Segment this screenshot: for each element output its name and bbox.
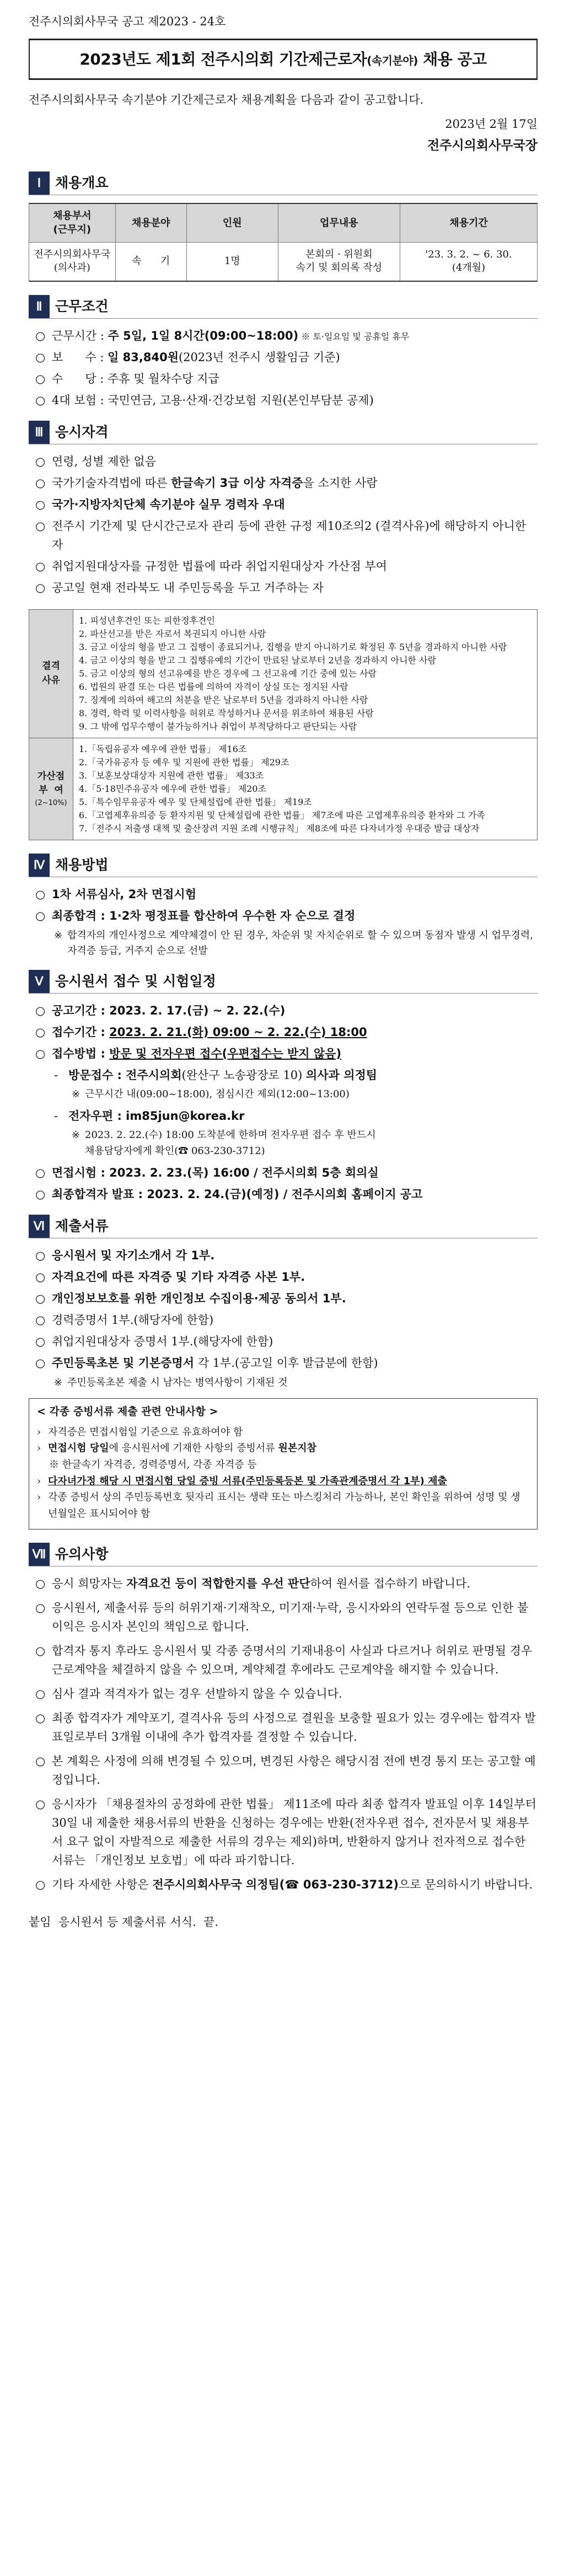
list-item: 8. 경력, 학력 및 이력사항을 허위로 작성하거나 문서를 위조하여 채용된 사람	[79, 707, 374, 718]
item-label: 4대 보험 :	[52, 393, 108, 407]
list-item: 5.「특수임무유공자 예우 및 단체설립에 관한 법률」 제19조	[79, 796, 312, 807]
list-item: 5. 금고 이상의 형의 선고유예를 받은 경우에 그 선고유예 기간 중에 있는 사람	[79, 668, 377, 679]
note: ※ 2023. 2. 22.(수) 18:00 도착분에 한하며 전자우편 접수 후 반드시	[72, 1129, 376, 1141]
list-item: 6. 법원의 판결 또는 다른 법률에 의하여 자격이 상실 또는 정지된 사람	[79, 681, 348, 692]
list-item: 1. 피성년후견인 또는 피한정후견인	[79, 615, 215, 626]
section-number: Ⅶ	[29, 1543, 50, 1566]
section-number: Ⅰ	[29, 171, 50, 195]
table-header: 채용부서 (근무지)	[29, 203, 116, 242]
section-title: 채용개요	[55, 175, 109, 191]
list-item: 4.「5·18민주유공자 예우에 관한 법률」 제20조	[79, 783, 266, 794]
note: ※ 합격자의 개인사정으로 계약체결이 안 된 경우, 차순위 및 자치순위로 할 수 있으며 동점자 발생 시 업무경력, 자격증 등급, 거주지 순으로 선발	[54, 929, 533, 957]
title-main: 2023년도 제1회 전주시의회 기간제근로자	[79, 50, 367, 69]
list-item: ○ 응시원서 및 자기소개서 각 1부.	[35, 1249, 215, 1263]
section-number: Ⅴ	[29, 970, 50, 993]
list-item: ○ 국가·지방자치단체 속기분야 실무 경력자 우대	[35, 497, 285, 511]
section-title: 제출서류	[55, 1218, 109, 1235]
list-item: 3. 금고 이상의 형을 받고 그 집행이 종료되거나, 집행을 받지 아니하기로 확정된 후 5년을 경과하지 아니한 사람	[79, 641, 507, 652]
table-header-row	[29, 203, 538, 242]
item-text: 국민연금, 고용·산재·건강보험 지원(본인부담분 공제)	[108, 393, 374, 407]
bonus-label: 가산점 부 여 (2~10%)	[29, 738, 73, 840]
attachment-note: 붙임 응시원서 등 제출서류 서식. 끝.	[29, 1915, 219, 1929]
list-item: ○ 심사 결과 적격자가 없는 경우 선발하지 않을 수 있습니다.	[35, 1687, 342, 1700]
list-item: 2.「국가유공자 등 예우 및 지원에 관한 법률」 제29조	[79, 756, 289, 768]
list-item: ○ 최종합격자 발표 : 2023. 2. 24.(금)(예정) / 전주시의회 홈페이지 공고	[35, 1188, 423, 1201]
overview-table	[29, 203, 538, 281]
list-item: ○ 접수방법 : 방문 및 전자우편 접수(우편접수는 받지 않음)	[35, 1046, 342, 1060]
section-conditions-heading	[29, 295, 538, 319]
table-cell: 속 기	[115, 242, 186, 281]
list-item: › 각종 증빙서 상의 주민등록번호 뒷자리 표시는 생략 또는 마스킹처리 가능하나, 본인 확인을 위하여 성명 및 생년월일은 표시되어야 함	[37, 1491, 520, 1520]
item-text: 주휴 및 월차수당 지급	[108, 372, 219, 385]
list-item: ○ 취업지원대상자를 규정한 법률에 따라 취업지원대상자 가산점 부여	[35, 559, 388, 573]
section-number: Ⅱ	[29, 295, 50, 318]
section-number: Ⅲ	[29, 421, 50, 444]
table-cell: 전주시의회사무국 (의사과)	[29, 242, 116, 281]
section-documents-heading	[29, 1215, 538, 1238]
table-header: 업무내용	[278, 203, 400, 242]
list-item: ○ 보 수 : 일 83,840원(2023년 전주시 생활임금 기준)	[35, 350, 340, 364]
list-item: 2. 파산선고를 받은 자로서 복권되지 아니한 사람	[79, 628, 266, 639]
section-title: 응시자격	[55, 423, 109, 440]
page-title	[29, 39, 538, 80]
table-cell: 본회의 · 위원회 속기 및 회의록 작성	[278, 242, 400, 281]
list-item: ○ 개인정보보호를 위한 개인정보 수집이용·제공 동의서 1부.	[35, 1292, 346, 1306]
section-number: Ⅵ	[29, 1215, 50, 1238]
list-item: 9. 그 밖에 업무수행이 불가능하거나 취업이 부적당하다고 판단되는 사람	[79, 721, 357, 732]
list-item: › 면접시험 당일에 응시원서에 기재한 사항의 증빙서류 원본지참	[37, 1442, 316, 1455]
list-item: ○ 국가기술자격법에 따른 한글속기 3급 이상 자격증을 소지한 사람	[35, 476, 378, 490]
list-item: ○ 4대 보험 : 국민연금, 고용·산재·건강보험 지원(본인부담분 공제)	[35, 393, 374, 407]
list-item: 7.「전주시 저출생 대책 및 출산장려 지원 조례 시행규칙」 제8조에 따른 다자녀가정 우대증 발급 대상자	[79, 823, 480, 834]
issuer: 전주시의회사무국장	[427, 138, 538, 153]
item-value: 주 5일, 1일 8시간(09:00~18:00)	[108, 329, 299, 342]
title-end: 채용 공고	[417, 50, 487, 69]
list-item: ○ 근무시간 : 주 5일, 1일 8시간(09:00~18:00) ※ 토·일요일 및 공휴일 휴무	[35, 329, 410, 342]
list-item: › 다자녀가정 해당 시 면접시험 당일 증빙 서류(주민등록등본 및 가족관계증명서 각 1부) 제출	[37, 1475, 447, 1487]
sub-item: - 방문접수 : 전주시의회(완산구 노송광장로 10) 의사과 의정팀	[54, 1068, 378, 1082]
disqualify-list	[73, 609, 538, 738]
table-row	[29, 609, 538, 738]
guide-title: < 각종 증빙서류 제출 관련 안내사항 >	[37, 1405, 218, 1418]
title-paren: (속기분야)	[367, 54, 418, 68]
list-item: 7. 징계에 의하여 해고의 처분을 받은 날로부터 5년을 경과하지 아니한 사람	[79, 694, 368, 705]
list-item: ○ 응시원서, 제출서류 등의 허위기재·기재착오, 미기재·누락, 응시자와의 연락두절 등으로 인한 불이익은 응시자 본인의 책임으로 합니다.	[35, 1601, 529, 1633]
list-item: ○ 연령, 성별 제한 없음	[35, 454, 156, 468]
list-item: ○ 전주시 기간제 및 단시간근로자 관리 등에 관한 규정 제10조의2 (결격사유)에 해당하지 아니한 자	[35, 519, 527, 551]
list-item: ○ 취업지원대상자 증명서 1부.(해당자에 한함)	[35, 1335, 273, 1349]
list-item: ○ 응시 희망자는 자격요건 등이 적합한지를 우선 판단하여 원서를 접수하기 바랍니다.	[35, 1576, 471, 1590]
table-header: 채용분야	[115, 203, 186, 242]
section-title: 근무조건	[55, 298, 109, 314]
table-cell: '23. 3. 2. ~ 6. 30. (4개월)	[400, 242, 538, 281]
item-value: 일 83,840원	[108, 350, 179, 364]
list-item: › 자격증은 면접시험일 기준으로 유효하여야 함	[37, 1426, 243, 1438]
section-method-heading	[29, 854, 538, 877]
list-item: ○ 최종합격 : 1·2차 평정표를 합산하여 우수한 자 순으로 결정	[35, 909, 356, 922]
item-emphasis: 한글속기 3급 이상 자격증	[171, 476, 303, 490]
list-item: ○ 최종 합격자가 계약포기, 결격사유 등의 사정으로 결원을 보충할 필요가 있는 경우에는 합격자 발표일로부터 3개월 이내에 추가 합격자를 결정할 수 있습니다.	[35, 1711, 536, 1743]
list-item: 4. 금고 이상의 형을 받고 그 집행유예의 기간이 만료된 날로부터 2년을 경과하지 아니한 사람	[79, 654, 436, 666]
section-number: Ⅳ	[29, 854, 50, 877]
list-item: 6.「고엽제후유의증 등 환자지원 및 단체설립에 관한 법률」 제7조에 따른 고엽제후유의증 환자와 그 가족	[79, 809, 485, 820]
note: ※ 근무시간 내(09:00~18:00), 점심시간 제외(12:00~13:00)	[72, 1088, 350, 1100]
table-row	[29, 738, 538, 840]
notice-date: 2023년 2월 17일	[445, 117, 538, 131]
evidence-guide-box	[29, 1398, 538, 1529]
list-item: ○ 응시자가 「채용절차의 공정화에 관한 법률」 제11조에 따라 최종 합격자 발표일 이후 14일부터 30일 내 제출한 채용서류의 반환을 신청하는 경우에는 반환(전자우편 접수, 전자문서 및 채용부서 요구 없이 자발적으로 제출한 서류의 경우는 제외)하며, 반환하지 않거나 전자적으로 접수한 서류는 「개인정보 보호법」에 따라 파기합니다.	[35, 1797, 536, 1867]
section-overview-heading	[29, 171, 538, 195]
qualification-detail-table	[29, 609, 538, 840]
table-row	[29, 242, 538, 281]
section-title: 유의사항	[55, 1545, 109, 1562]
table-header: 인원	[186, 203, 278, 242]
list-item: ○ 접수기간 : 2023. 2. 21.(화) 09:00 ~ 2. 22.(수) 18:00	[35, 1025, 367, 1039]
item-label: 보 수 :	[52, 350, 108, 364]
section-schedule-heading	[29, 970, 538, 994]
disqualify-label: 결격 사유	[29, 609, 73, 738]
item-label: 수 당 :	[52, 372, 108, 385]
sub-item: - 전자우편 : im85jun@korea.kr	[54, 1109, 245, 1123]
item-note: ※ 토·일요일 및 공휴일 휴무	[298, 331, 410, 342]
bonus-list	[73, 738, 538, 840]
list-item: ○ 주민등록초본 및 기본증명서 각 1부.(공고일 이후 발급분에 한함)	[35, 1356, 378, 1370]
list-item: ○ 자격요건에 따른 자격증 및 기타 자격증 사본 1부.	[35, 1270, 305, 1284]
list-item: ○ 공고기간 : 2023. 2. 17.(금) ~ 2. 22.(수)	[35, 1003, 286, 1017]
list-item: ○ 면접시험 : 2023. 2. 23.(목) 16:00 / 전주시의회 5층 회의실	[35, 1166, 379, 1180]
email-link[interactable]: im85jun@korea.kr	[126, 1109, 245, 1123]
item-label: 근무시간 :	[52, 329, 108, 342]
intro-text: 전주시의회사무국 속기분야 기간제근로자 채용계획을 다음과 같이 공고합니다.	[29, 93, 424, 107]
list-item: ○ 본 계획은 사정에 의해 변경될 수 있으며, 변경된 사항은 해당시점 전에 변경 통지 또는 공고할 예정입니다.	[35, 1754, 536, 1786]
list-item: ○ 기타 자세한 사항은 전주시의회사무국 의정팀(☎ 063-230-3712)으로 문의하시기 바랍니다.	[35, 1878, 533, 1892]
section-cautions-heading	[29, 1543, 538, 1566]
list-item: ○ 합격자 통지 후라도 응시원서 및 각종 증명서의 기재내용이 사실과 다르거나 허위로 판명될 경우 근로계약을 체결하지 않을 수 있으며, 계약체결 후에라도 근로계약을 해지할 수 있습니다.	[35, 1644, 533, 1676]
table-header: 채용기간	[400, 203, 538, 242]
note: ※ 주민등록초본 제출 시 남자는 병역사항이 기재된 것	[54, 1377, 288, 1389]
table-cell: 1명	[186, 242, 278, 281]
item-text: 을 소지한 사람	[303, 476, 378, 490]
item-text: (2023년 전주시 생활임금 기준)	[178, 350, 340, 364]
note: ※ 한글속기 자격증, 경력증명서, 각종 자격증 등	[49, 1459, 257, 1471]
section-title: 응시원서 접수 및 시험일정	[55, 973, 216, 989]
section-title: 채용방법	[55, 856, 109, 873]
section-qualifications-heading	[29, 421, 538, 444]
list-item: ○ 수 당 : 주휴 및 월차수당 지급	[35, 372, 219, 385]
list-item: 3.「보훈보상대상자 지원에 관한 법률」 제33조	[79, 770, 264, 781]
note-continued: 채용담당자에게 확인(☎ 063-230-3712)	[85, 1145, 265, 1157]
list-item: ○ 경력증명서 1부.(해당자에 한함)	[35, 1313, 214, 1327]
notice-number: 전주시의회사무국 공고 제2023 - 24호	[29, 15, 226, 28]
list-item: ○ 1차 서류심사, 2차 면접시험	[35, 887, 196, 901]
item-text: 국가기술자격법에 따른	[52, 476, 171, 490]
list-item: ○ 공고일 현재 전라북도 내 주민등록을 두고 거주하는 자	[35, 581, 324, 594]
list-item: 1.「독립유공자 예우에 관한 법률」 제16조	[79, 743, 247, 754]
